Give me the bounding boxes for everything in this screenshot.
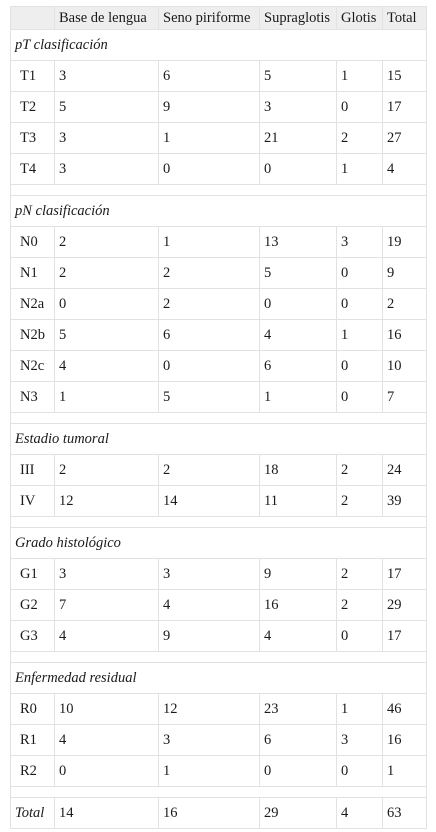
spacer-cell (11, 517, 427, 528)
table-cell: 3 (55, 123, 159, 154)
row-label: N2c (11, 351, 55, 382)
table-cell: 3 (337, 227, 383, 258)
table-cell: 4 (55, 725, 159, 756)
table-row (11, 320, 427, 351)
table-cell: 17 (383, 92, 427, 123)
table-cell: 5 (55, 92, 159, 123)
table-cell: 1 (337, 61, 383, 92)
total-cell: 14 (55, 798, 159, 829)
table-cell: 1 (337, 154, 383, 185)
table-cell: 2 (337, 455, 383, 486)
table-cell: 16 (383, 725, 427, 756)
table-cell: 5 (55, 320, 159, 351)
table-cell: 0 (337, 258, 383, 289)
row-label: G3 (11, 621, 55, 652)
table-cell: 5 (159, 382, 260, 413)
table-row (11, 289, 427, 320)
table-row (11, 258, 427, 289)
table-cell: 1 (337, 320, 383, 351)
table-cell: 1 (383, 756, 427, 787)
header-row (11, 7, 427, 30)
table-cell: 3 (159, 559, 260, 590)
table-cell: 9 (260, 559, 337, 590)
header-cell-total: Total (383, 7, 427, 30)
table-row (11, 92, 427, 123)
table-cell: 4 (159, 590, 260, 621)
section-row (11, 528, 427, 559)
table-cell: 5 (260, 258, 337, 289)
table-cell: 2 (55, 455, 159, 486)
header-cell-seno-piriforme: Seno piriforme (159, 7, 260, 30)
table-cell: 1 (159, 756, 260, 787)
table-row (11, 694, 427, 725)
row-label: T3 (11, 123, 55, 154)
table-cell: 6 (159, 61, 260, 92)
section-title: pN clasificación (11, 196, 427, 227)
row-label: IV (11, 486, 55, 517)
spacer-row (11, 185, 427, 196)
row-label: R2 (11, 756, 55, 787)
table-cell: 2 (337, 123, 383, 154)
row-label: R0 (11, 694, 55, 725)
table-row (11, 227, 427, 258)
table-cell: 6 (260, 725, 337, 756)
table-cell: 19 (383, 227, 427, 258)
data-table (10, 6, 427, 829)
table-cell: 12 (159, 694, 260, 725)
table-cell: 3 (337, 725, 383, 756)
total-cell: 29 (260, 798, 337, 829)
table-cell: 4 (260, 621, 337, 652)
table-row (11, 756, 427, 787)
table-cell: 3 (260, 92, 337, 123)
table-cell: 0 (337, 92, 383, 123)
section-title: Estadio tumoral (11, 424, 427, 455)
spacer-cell (11, 185, 427, 196)
spacer-cell (11, 652, 427, 663)
table-cell: 0 (55, 756, 159, 787)
table-row (11, 61, 427, 92)
table-cell: 0 (260, 289, 337, 320)
section-row (11, 30, 427, 61)
spacer-row (11, 413, 427, 424)
table-cell: 0 (55, 289, 159, 320)
table-row (11, 559, 427, 590)
row-label: T2 (11, 92, 55, 123)
table-cell: 7 (55, 590, 159, 621)
section-title: Grado histológico (11, 528, 427, 559)
table-cell: 9 (159, 621, 260, 652)
row-label: N3 (11, 382, 55, 413)
table-row (11, 621, 427, 652)
section-row (11, 196, 427, 227)
table-cell: 6 (260, 351, 337, 382)
spacer-row (11, 652, 427, 663)
table-cell: 10 (55, 694, 159, 725)
table-cell: 12 (55, 486, 159, 517)
table-cell: 27 (383, 123, 427, 154)
table-cell: 1 (55, 382, 159, 413)
table-row (11, 382, 427, 413)
table-cell: 18 (260, 455, 337, 486)
table-cell: 11 (260, 486, 337, 517)
row-label: R1 (11, 725, 55, 756)
table-cell: 3 (159, 725, 260, 756)
table-cell: 1 (260, 382, 337, 413)
table-cell: 4 (260, 320, 337, 351)
table-cell: 0 (337, 621, 383, 652)
total-row (11, 798, 427, 829)
table-cell: 4 (55, 351, 159, 382)
total-label: Total (11, 798, 55, 829)
table-cell: 4 (55, 621, 159, 652)
table-cell: 5 (260, 61, 337, 92)
row-label: N0 (11, 227, 55, 258)
row-label: T1 (11, 61, 55, 92)
table-cell: 21 (260, 123, 337, 154)
table-cell: 3 (55, 559, 159, 590)
table-row (11, 725, 427, 756)
table-cell: 3 (55, 154, 159, 185)
table-cell: 2 (383, 289, 427, 320)
spacer-row (11, 517, 427, 528)
table-cell: 4 (383, 154, 427, 185)
table-row (11, 154, 427, 185)
table-cell: 0 (337, 756, 383, 787)
total-cell: 4 (337, 798, 383, 829)
table-cell: 15 (383, 61, 427, 92)
table-cell: 2 (159, 258, 260, 289)
table-cell: 2 (159, 455, 260, 486)
table-cell: 7 (383, 382, 427, 413)
table-cell: 10 (383, 351, 427, 382)
table-cell: 2 (55, 258, 159, 289)
spacer-cell (11, 413, 427, 424)
table-cell: 1 (159, 123, 260, 154)
header-cell-base-de-lengua: Base de lengua (55, 7, 159, 30)
table-cell: 17 (383, 621, 427, 652)
section-row (11, 424, 427, 455)
table-cell: 3 (55, 61, 159, 92)
total-cell: 63 (383, 798, 427, 829)
table-cell: 0 (260, 756, 337, 787)
table-cell: 39 (383, 486, 427, 517)
spacer-cell (11, 787, 427, 798)
header-cell-glotis: Glotis (337, 7, 383, 30)
table-cell: 9 (159, 92, 260, 123)
row-label: G2 (11, 590, 55, 621)
table-cell: 2 (337, 486, 383, 517)
row-label: N2b (11, 320, 55, 351)
table-cell: 29 (383, 590, 427, 621)
table-cell: 0 (337, 351, 383, 382)
table-cell: 0 (337, 382, 383, 413)
table-cell: 46 (383, 694, 427, 725)
spacer-row (11, 787, 427, 798)
total-cell: 16 (159, 798, 260, 829)
table-cell: 17 (383, 559, 427, 590)
row-label: N1 (11, 258, 55, 289)
table-cell: 6 (159, 320, 260, 351)
table-cell: 13 (260, 227, 337, 258)
table-row (11, 455, 427, 486)
table-cell: 2 (55, 227, 159, 258)
table-cell: 14 (159, 486, 260, 517)
section-title: pT clasificación (11, 30, 427, 61)
table-row (11, 590, 427, 621)
table-row (11, 123, 427, 154)
header-cell-corner (11, 7, 55, 30)
row-label: T4 (11, 154, 55, 185)
header-cell-supraglotis: Supraglotis (260, 7, 337, 30)
table-cell: 23 (260, 694, 337, 725)
row-label: N2a (11, 289, 55, 320)
table-cell: 24 (383, 455, 427, 486)
table-cell: 0 (260, 154, 337, 185)
table-cell: 2 (337, 559, 383, 590)
table-row (11, 351, 427, 382)
table-cell: 9 (383, 258, 427, 289)
table-cell: 16 (383, 320, 427, 351)
table-cell: 2 (159, 289, 260, 320)
table-row (11, 486, 427, 517)
table-cell: 2 (337, 590, 383, 621)
section-row (11, 663, 427, 694)
table-cell: 0 (159, 351, 260, 382)
table-body (11, 7, 427, 829)
row-label: G1 (11, 559, 55, 590)
section-title: Enfermedad residual (11, 663, 427, 694)
table-cell: 1 (159, 227, 260, 258)
table-cell: 1 (337, 694, 383, 725)
row-label: III (11, 455, 55, 486)
table-cell: 0 (337, 289, 383, 320)
table-cell: 0 (159, 154, 260, 185)
table-cell: 16 (260, 590, 337, 621)
